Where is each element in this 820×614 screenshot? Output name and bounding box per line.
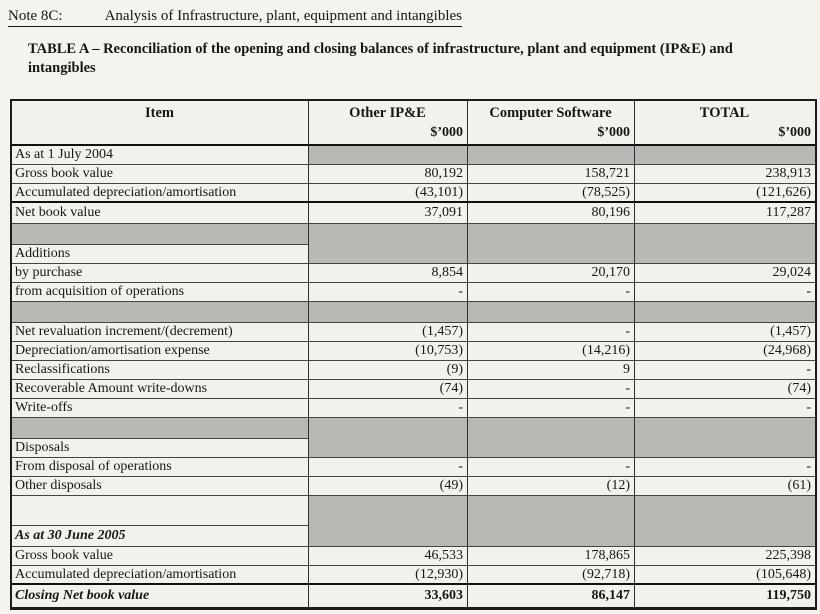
table-row-net-book-value-2004	[12, 203, 815, 224]
row-label: Depreciation/amortisation expense	[12, 342, 309, 361]
cell-other-ipe: 37,091	[309, 203, 468, 224]
spacer-row	[12, 224, 815, 245]
section-row-additions	[12, 245, 815, 264]
cell-other-ipe: 80,192	[309, 165, 468, 184]
cell-computer-software: (78,525)	[468, 184, 635, 203]
cell-other-ipe: -	[309, 283, 468, 302]
table-row-accumulated-depreciation-2005	[12, 566, 815, 585]
cell-total: (61)	[635, 477, 815, 496]
cell-total: 29,024	[635, 264, 815, 283]
table-row-write-offs	[12, 399, 815, 418]
table-row-other-disposals	[12, 477, 815, 496]
section-row-as-at-30-june-2005	[12, 526, 815, 547]
cell-total: -	[635, 283, 815, 302]
row-label: by purchase	[12, 264, 309, 283]
cell-computer-software: 86,147	[468, 585, 635, 607]
cell-total: -	[635, 361, 815, 380]
row-label: from acquisition of operations	[12, 283, 309, 302]
row-label: Gross book value	[12, 547, 309, 566]
table-row-gross-book-value-2005	[12, 547, 815, 566]
cell-other-ipe: (9)	[309, 361, 468, 380]
table-row-gross-book-value-2004	[12, 165, 815, 184]
row-label: As at 30 June 2005	[12, 526, 309, 547]
cell-computer-software	[468, 146, 635, 165]
row-label: Additions	[12, 245, 309, 264]
cell-computer-software: -	[468, 323, 635, 342]
row-label: Recoverable Amount write-downs	[12, 380, 309, 399]
cell-other-ipe: (43,101)	[309, 184, 468, 203]
table-row-net-revaluation	[12, 323, 815, 342]
row-label: Accumulated depreciation/amortisation	[12, 566, 309, 585]
cell-computer-software: 178,865	[468, 547, 635, 566]
cell-total: 238,913	[635, 165, 815, 184]
row-label: Net revaluation increment/(decrement)	[12, 323, 309, 342]
cell-computer-software: -	[468, 380, 635, 399]
spacer-row	[12, 302, 815, 323]
note-heading	[8, 8, 462, 27]
table-row-closing-net-book-value	[12, 585, 815, 607]
row-label: From disposal of operations	[12, 458, 309, 477]
row-label: Net book value	[12, 203, 309, 224]
section-row-as-at-1-july-2004	[12, 146, 815, 165]
cell-other-ipe: (10,753)	[309, 342, 468, 361]
cell-other-ipe: (12,930)	[309, 566, 468, 585]
cell-total: (1,457)	[635, 323, 815, 342]
cell-total: (121,626)	[635, 184, 815, 203]
cell-total	[635, 146, 815, 165]
table-row-by-purchase	[12, 264, 815, 283]
cell-other-ipe: (74)	[309, 380, 468, 399]
cell-total: (74)	[635, 380, 815, 399]
col-header-other-ipe: Other IP&E $’000	[309, 101, 468, 146]
cell-other-ipe: (1,457)	[309, 323, 468, 342]
cell-other-ipe: -	[309, 399, 468, 418]
row-label: As at 1 July 2004	[12, 146, 309, 165]
cell-total: -	[635, 458, 815, 477]
col-header-item: Item	[12, 101, 309, 146]
cell-computer-software: 158,721	[468, 165, 635, 184]
cell-other-ipe: -	[309, 458, 468, 477]
cell-total: (105,648)	[635, 566, 815, 585]
table-row-from-acquisition-of-operations	[12, 283, 815, 302]
reconciliation-table	[10, 99, 817, 610]
row-label: Other disposals	[12, 477, 309, 496]
row-label: Disposals	[12, 439, 309, 458]
col-header-total: TOTAL $’000	[635, 101, 815, 146]
cell-other-ipe: 8,854	[309, 264, 468, 283]
cell-computer-software: (12)	[468, 477, 635, 496]
table-row-recoverable-amount-write-downs	[12, 380, 815, 399]
cell-computer-software: -	[468, 458, 635, 477]
note-title: Analysis of Infrastructure, plant, equipment and intangibles	[104, 8, 463, 24]
cell-total: (24,968)	[635, 342, 815, 361]
cell-other-ipe	[309, 146, 468, 165]
col-header-computer-software: Computer Software $’000	[468, 101, 635, 146]
table-row-accumulated-depreciation-2004	[12, 184, 815, 203]
row-label: Gross book value	[12, 165, 309, 184]
cell-total: 119,750	[766, 588, 811, 603]
cell-computer-software: 9	[468, 361, 635, 380]
cell-computer-software: (92,718)	[468, 566, 635, 585]
header-row	[12, 101, 815, 146]
row-label: Write-offs	[12, 399, 309, 418]
cell-computer-software: -	[468, 399, 635, 418]
row-label: Reclassifications	[12, 361, 309, 380]
spacer-row	[12, 418, 815, 439]
row-label: Closing Net book value	[12, 585, 309, 607]
cell-computer-software: (14,216)	[468, 342, 635, 361]
cell-computer-software: 20,170	[468, 264, 635, 283]
cell-other-ipe: 33,603	[309, 585, 468, 607]
section-row-disposals	[12, 439, 815, 458]
spacer-row	[12, 496, 815, 526]
cell-computer-software: 80,196	[468, 203, 635, 224]
cell-total: -	[635, 399, 815, 418]
cell-other-ipe: 46,533	[309, 547, 468, 566]
cell-computer-software: -	[468, 283, 635, 302]
note-label: Note 8C:	[8, 8, 63, 24]
table-row-depreciation-expense	[12, 342, 815, 361]
cell-other-ipe: (49)	[309, 477, 468, 496]
cell-total: 225,398	[635, 547, 815, 566]
table-title: TABLE A – Reconciliation of the opening and closing balances of infrastructure, plant and equipment (IP&E) and intangibles	[28, 41, 733, 76]
cell-total: 117,287	[635, 203, 815, 224]
table-row-reclassifications	[12, 361, 815, 380]
table-row-from-disposal-of-operations	[12, 458, 815, 477]
row-label: Accumulated depreciation/amortisation	[12, 184, 309, 203]
